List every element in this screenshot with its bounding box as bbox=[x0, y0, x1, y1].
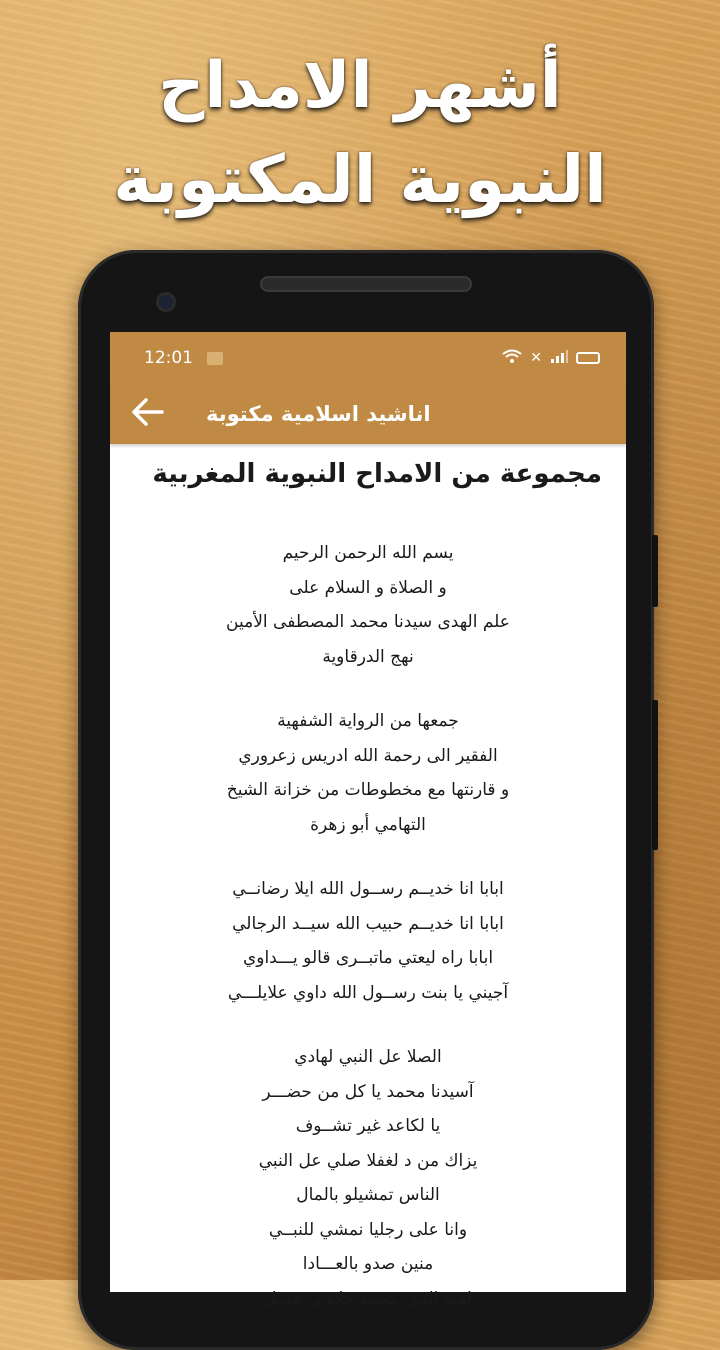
poem-line: وانا على رجليا نمشي للنبــي bbox=[268, 1219, 468, 1240]
poem-line: الصلا عل النبي لهادي bbox=[294, 1047, 442, 1067]
poem-line: منين صدو بالعـــادا bbox=[302, 1254, 434, 1274]
headline-line-1: أشهر الامداح bbox=[158, 49, 562, 123]
no-signal-icon: ✕ bbox=[530, 350, 542, 366]
poem-line: ابابا راه ليعتي ماتبــرى قالو يـــداوي bbox=[242, 948, 494, 968]
app-screen bbox=[110, 332, 626, 1309]
poem-line: آجيني يا بنت رســول الله داوي علايلـــي bbox=[227, 982, 509, 1003]
phone-power-button bbox=[652, 535, 658, 607]
poem-line: يا لكاعد غير تشــوف bbox=[295, 1116, 441, 1136]
poem-line: آسيدنا محمد يا كل من حضـــر bbox=[262, 1081, 474, 1102]
poem-line: ابابا انا خديــم حبيب الله سيــد الرجالي bbox=[232, 913, 504, 934]
phone-volume-button bbox=[652, 700, 658, 850]
promo-headline bbox=[0, 40, 720, 228]
poem-line: ابابا انا خديــم رســول الله ايلا رضانــي bbox=[232, 879, 504, 899]
phone-speaker bbox=[260, 276, 472, 292]
phone-camera bbox=[156, 292, 176, 312]
poem-line: التهامي أبو زهرة bbox=[310, 814, 426, 835]
battery-icon bbox=[576, 352, 600, 364]
poem-line: علم الهدى سيدنا محمد المصطفى الأمين bbox=[226, 612, 510, 632]
app-bar-title: اناشيد اسلامية مكتوبة bbox=[206, 402, 431, 426]
headline-line-2: النبوية المكتوبة bbox=[113, 141, 607, 218]
notification-icon bbox=[207, 352, 223, 365]
stanza bbox=[110, 872, 626, 1010]
stanza bbox=[110, 536, 626, 674]
poem-line: الناس تمشيلو بالمال bbox=[296, 1185, 440, 1205]
wifi-icon bbox=[502, 349, 522, 367]
stanza-list bbox=[110, 536, 626, 1316]
arrow-left-icon[interactable] bbox=[130, 394, 176, 434]
app-bar bbox=[110, 384, 626, 444]
page-title: مجموعة من الامداح النبوية المغربية bbox=[152, 459, 602, 489]
status-bar bbox=[110, 332, 626, 384]
poem-line: لقبة النبي محمد خلاوني هبيـل bbox=[264, 1288, 472, 1309]
poem-line: يزاك من د لغفلا صلي عل النبي bbox=[258, 1150, 478, 1171]
poem-line: جمعها من الرواية الشفهية bbox=[277, 711, 459, 731]
poem-line: يسم الله الرحمن الرحيم bbox=[282, 543, 454, 563]
poem-line: نهج الدرقاوية bbox=[322, 646, 414, 667]
poem-line: و قارنتها مع مخطوطات من خزانة الشيخ bbox=[226, 780, 510, 800]
status-time: 12:01 bbox=[144, 348, 193, 368]
poem-line: و الصلاة و السلام على bbox=[289, 577, 447, 598]
stanza bbox=[110, 1040, 626, 1316]
poem-content bbox=[110, 444, 626, 1316]
signal-icon bbox=[550, 349, 568, 367]
poem-line: الفقير الى رحمة الله ادريس زعروري bbox=[238, 745, 498, 766]
stanza bbox=[110, 704, 626, 842]
